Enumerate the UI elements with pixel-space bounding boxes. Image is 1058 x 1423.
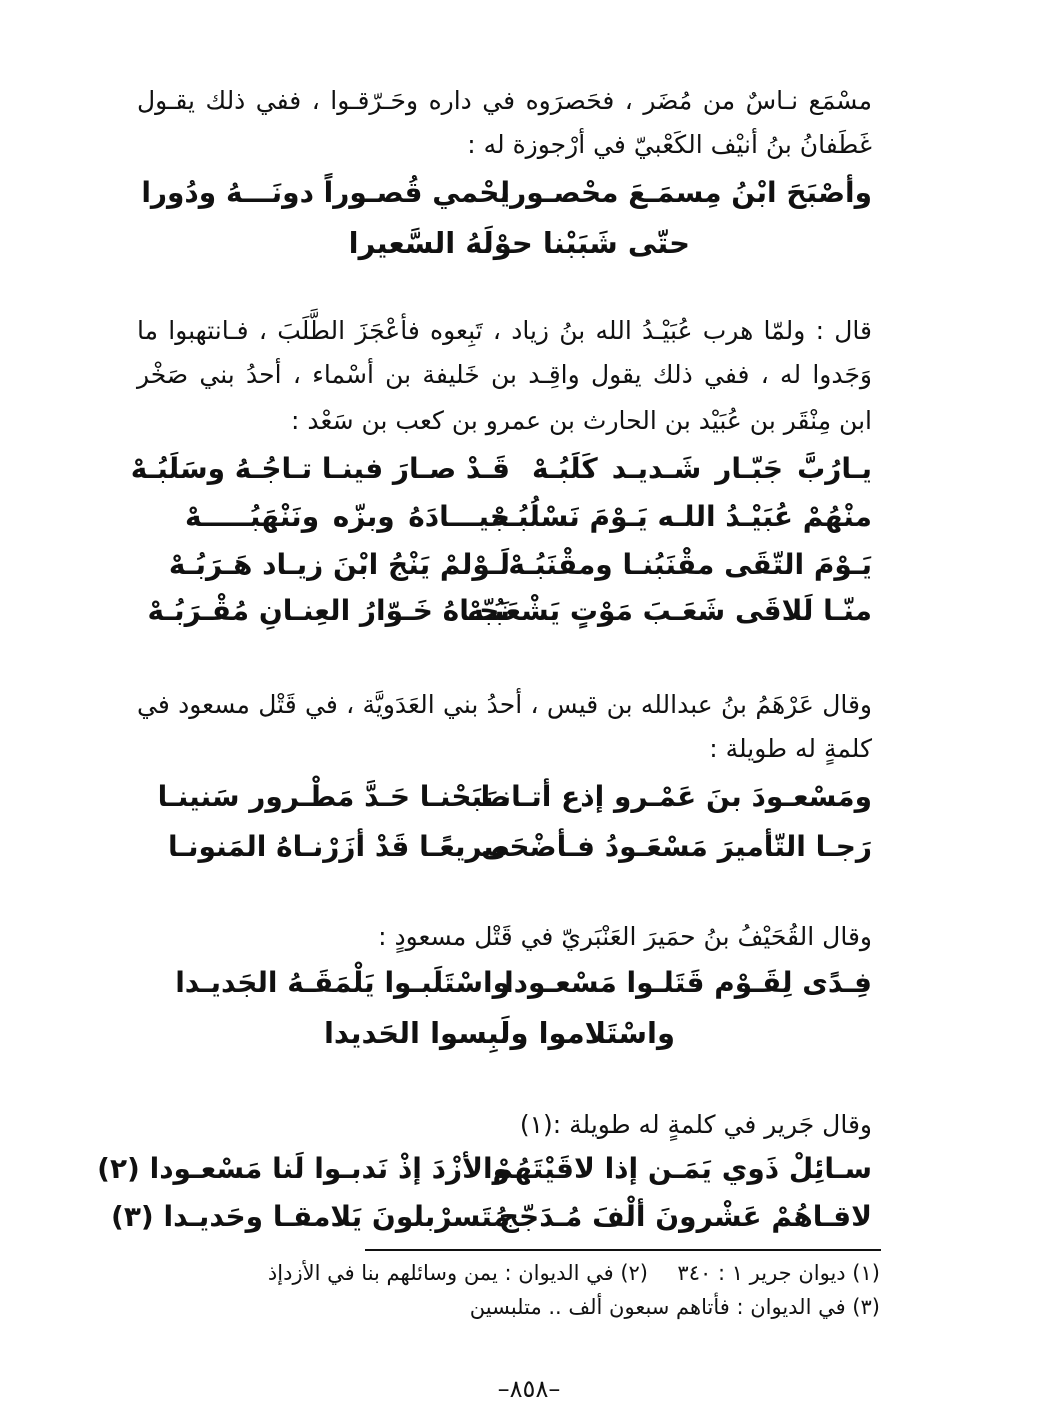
verse-hemistich-right: رَجـا التّأميرَ مَسْعَـودُ فـأضْحَى [481,830,872,863]
verse-hemistich-right: يـارُبَّ جَبّـار شَـديـد كَلَبُـهْ [532,452,872,485]
verse-hemistich-left: صَبَحْنـا حَـدَّ مَطْـرور سَنينـا [157,780,510,813]
verse-hemistich-left: صريعًـا قَدْ أزَرْنـاهُ المَنونـا [167,830,510,863]
verse-centered: واسْتَلاموا ولَبِسوا الحَديدا [323,1016,675,1050]
verse-hemistich-right: ومَسْعـودَ بنَ عَمْـرو إذع أتـانـا [480,780,872,813]
verse-hemistich-right: وأصْبَحَ ابْنُ مِسمَـعَ محْصـورا [500,176,872,209]
verse-hemistich-right: سـائِلْ ذَوي يَمَـن إذا لاقَيْتَهُمْ [492,1152,872,1185]
prose-line: وَجَدوا له ، ففي ذلك يقول واقِـد بن خَليفة بن أسْماء ، أحدُ بني صَخْر [137,360,872,389]
verse-centered: حتّى شَبَبْنا حوْلَهُ السَّعيرا [348,226,690,260]
verse-hemistich-right: فِـدًى لِقَـوْم قَتَلـوا مَسْعـودا [504,966,872,999]
verse-hemistich-left: جيـــادَهُ وبزّه ونَنْهَبُـــــهْ [185,500,510,533]
verse-hemistich-right: يَـوْمَ التّقَى مقْنَبُنـا ومقْنَبُـهْ [508,548,872,581]
footnote-2: (٢) في الديوان : يمن وسائلهم بنا في الأزدإذ [267,1261,648,1285]
prose-line: مسْمَع نـاسٌ من مُضَر ، فحَصرَوه في داره وحَـرّقـوا ، ففي ذلك يقـول [137,86,872,115]
prose-line: قال : ولمّا هرب عُبَيْـدُ الله بنُ زياد ، تَبِعوه فأعْجَزَ الطَّلَبَ ، فـانتهبوا ما [137,316,872,345]
verse-hemistich-left: مُتَسرْبلونَ يَلامقـا وحَديـدا (٣) [111,1200,510,1233]
verse-hemistich-left: قَـدْ صـارَ فينـا تـاجُـهُ وسَلَبُـهْ [130,452,510,485]
prose-line: كلمةٍ له طويلة : [709,734,872,763]
verse-hemistich-left: نَجّـاهُ خَـوّارُ العِنـانِ مُقْـرَبُـهْ [147,594,510,627]
footnote-divider [365,1249,881,1251]
prose-line: وقال جَرير في كلمةٍ له طويلة :(١) [519,1110,872,1139]
page-number: –٨٥٨– [497,1375,561,1403]
verse-hemistich-left: يحْمي قُصـوراً دونَـــهُ ودُورا [141,176,510,209]
footnote-3: (٣) في الديوان : فأتاهم سبعون ألف .. متلبسين [469,1295,880,1319]
verse-hemistich-left: واسْتَلَبـوا يَلْمَقَـهُ الجَديـدا [175,966,510,999]
verse-hemistich-right: لاقـاهُمْ عَشْرونَ ألْفَ مُـدَجّج [498,1200,872,1233]
verse-hemistich-right: منْهُمْ عُبَيْـدُ اللـه يَـوْمَ نَسْلُبُـهْ [491,500,872,533]
verse-hemistich-left: لَـوْلمْ يَنْجُ ابْنَ زيـاد هَـرَبُـهْ [168,548,510,581]
prose-line: ابن مِنْقَر بن عُبَيْد بن الحارث بن عمرو بن كعب بن سَعْد : [291,406,872,435]
footnote-1: (١) ديوان جرير ١ : ٣٤٠ [677,1261,880,1285]
verse-hemistich-right: منّـا لَلاقَى شَعَـبَ مَوْتٍ يَشْعَبُـهْ [467,594,872,627]
prose-line: غَطَفانُ بنُ أنيْف الكَعْبيّ في أرْجوزة له : [467,130,872,159]
verse-hemistich-left: والأزْدَ إذْ نَدبـوا لَنا مَسْعـودا (٢) [97,1152,510,1185]
prose-line: وقال عَرْهَمُ بنُ عبدالله بن قيس ، أحدُ بني العَدَويَّة ، في قَتْل مسعود في [137,690,872,719]
prose-line: وقال القُحَيْفُ بنُ حمَيرَ العَنْبَريّ في قَتْل مسعودٍ : [378,922,872,951]
